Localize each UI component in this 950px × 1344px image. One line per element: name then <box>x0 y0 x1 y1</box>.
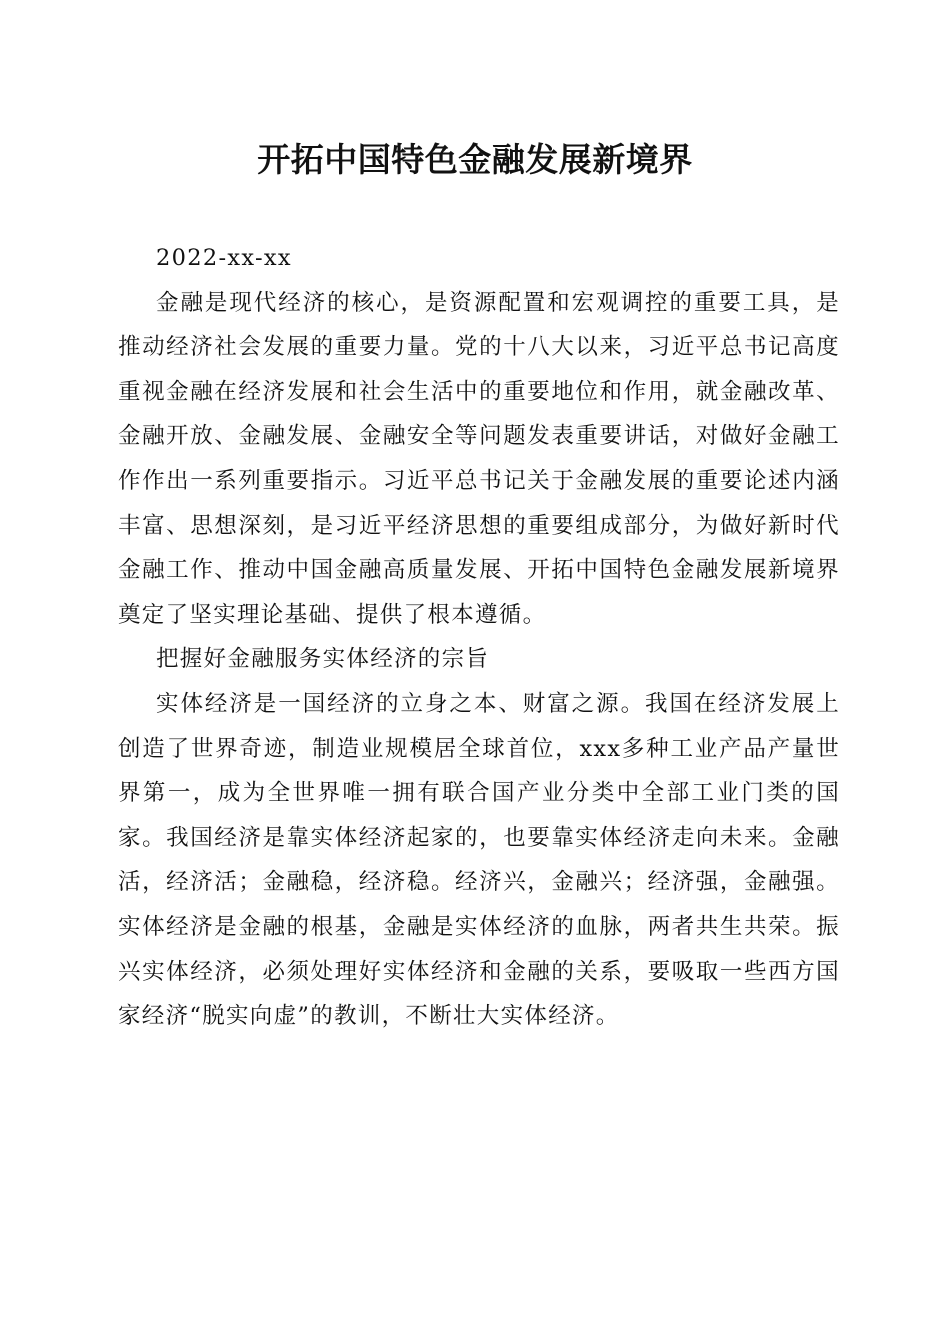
section-heading: 把握好金融服务实体经济的宗旨 <box>156 646 490 673</box>
paragraph-real-economy: 实体经济是一国经济的立身之本、财富之源。我国在经济发展上创造了世界奇迹，制造业规模居全球首位，xxx多种工业产品产量世界第一，成为全世界唯一拥有联合国产业分类中全部工业门类的国家。我国经济是靠实体经济起家的，也要靠实体经济走向未来。金融活，经济活；金融稳，经济稳。经济兴，金融兴；经济强，金融强。实体经济是金融的根基，金融是实体经济的血脉，两者共生共荣。振兴实体经济，必须处理好实体经济和金融的关系，要吸取一些西方国家经济“脱实向虚”的教训，不断壮大实体经济。 <box>118 690 840 1030</box>
document-date: 2022-xx-xx <box>156 245 292 271</box>
paragraph-intro: 金融是现代经济的核心，是资源配置和宏观调控的重要工具，是推动经济社会发展的重要力量。党的十八大以来，习近平总书记高度重视金融在经济发展和社会生活中的重要地位和作用，就金融改革、金融开放、金融发展、金融安全等问题发表重要讲话，对做好金融工作作出一系列重要指示。习近平总书记关于金融发展的重要论述内涵丰富、思想深刻，是习近平经济思想的重要组成部分，为做好新时代金融工作、推动中国金融高质量发展、开拓中国特色金融发展新境界奠定了坚实理论基础、提供了根本遵循。 <box>118 289 840 628</box>
document-title: 开拓中国特色金融发展新境界 <box>257 140 693 179</box>
document-body <box>118 236 840 1039</box>
